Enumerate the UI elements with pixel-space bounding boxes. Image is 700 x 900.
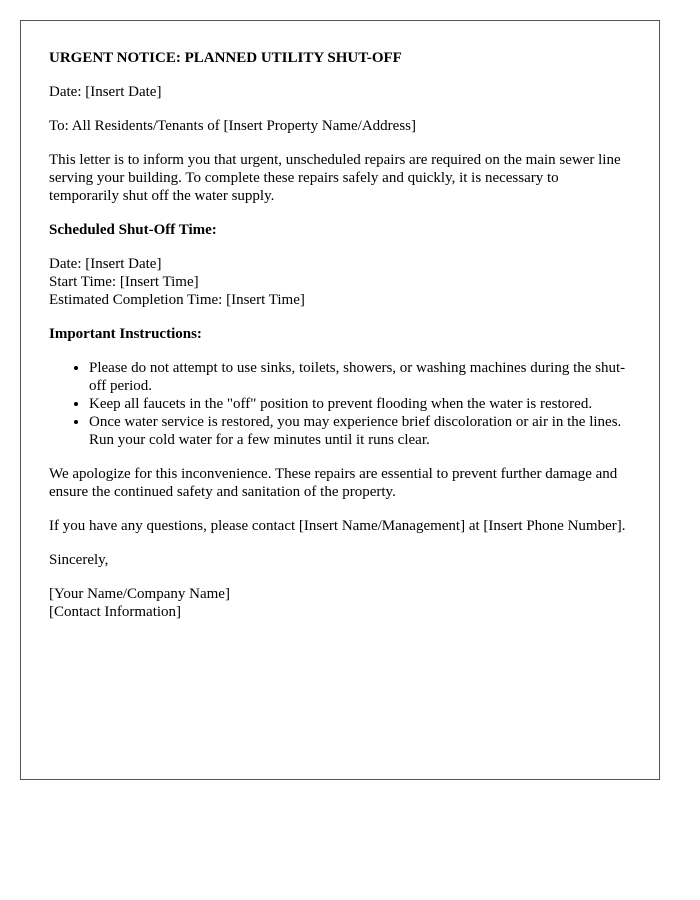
signature-name: [Your Name/Company Name] <box>49 586 230 602</box>
instruction-item: • Keep all faucets in the "off" position to prevent flooding when the water is restored. <box>89 395 631 413</box>
notice-date: Date: [Insert Date] <box>49 84 162 100</box>
signature-block <box>49 585 631 621</box>
schedule-date: Date: [Insert Date] <box>49 256 162 272</box>
schedule-heading: Scheduled Shut-Off Time: <box>49 222 217 238</box>
schedule-completion-time: Estimated Completion Time: [Insert Time] <box>49 292 305 308</box>
instructions-list <box>49 359 631 449</box>
notice-contact: If you have any questions, please contact [Insert Name/Management] at [Insert Phone Number]. <box>49 518 626 534</box>
schedule-start-time: Start Time: [Insert Time] <box>49 274 199 290</box>
notice-title: URGENT NOTICE: PLANNED UTILITY SHUT-OFF <box>49 50 402 66</box>
notice-recipients: To: All Residents/Tenants of [Insert Property Name/Address] <box>49 118 416 134</box>
instruction-item: • Once water service is restored, you may experience brief discoloration or air in the lines. Run your cold water for a few minutes until it runs clear. <box>89 413 631 449</box>
notice-closing: Sincerely, <box>49 552 109 568</box>
schedule-block <box>49 255 631 309</box>
notice-apology: We apologize for this inconvenience. These repairs are essential to prevent further damage and ensure the continued safety and sanitation of the property. <box>49 466 618 500</box>
signature-contact: [Contact Information] <box>49 604 182 620</box>
instructions-heading: Important Instructions: <box>49 326 202 342</box>
notice-letter <box>20 20 660 780</box>
instruction-item: • Please do not attempt to use sinks, toilets, showers, or washing machines during the shut-off period. <box>89 359 631 395</box>
notice-intro: This letter is to inform you that urgent, unscheduled repairs are required on the main sewer line serving your building. To complete these repairs safely and quickly, it is necessary to temporarily shut off the water supply. <box>49 152 621 204</box>
